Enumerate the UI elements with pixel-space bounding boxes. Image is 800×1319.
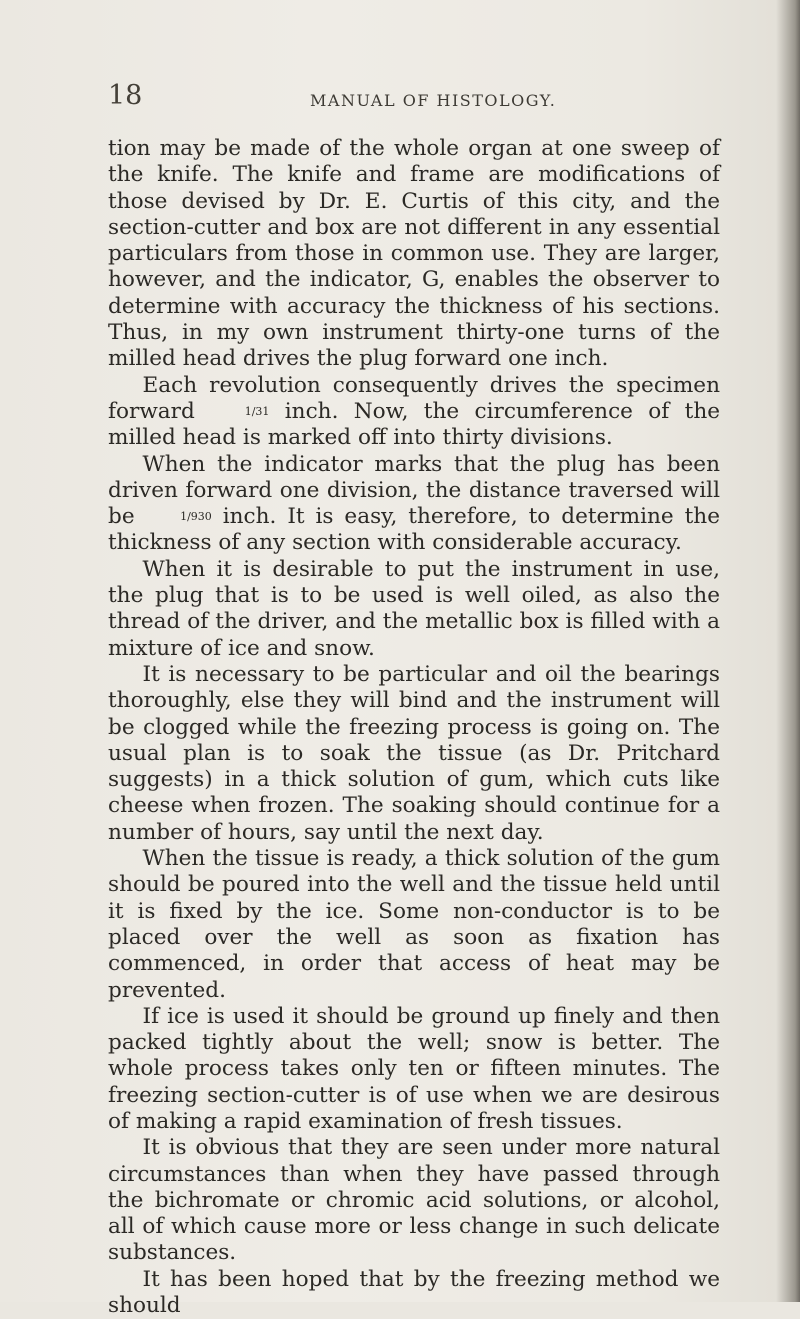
paragraph-text: inch. Now, the circumference of the milled head is marked off into thirty divisions. (108, 398, 721, 451)
paragraph: When it is desirable to put the instrument in use, the plug that is to be used is well oiled, as also the thread of the driver, and the metallic box is filled with a mixture of ice and snow. (108, 556, 720, 661)
running-head: MANUAL OF HISTOLOGY. (310, 91, 557, 110)
paragraph: tion may be made of the whole organ at one sweep of the knife. The knife and frame are modifications of those devised by Dr. E. Curtis of this city, and the section-cutter and box are not different in any essential particulars from those in common use. They are larger, however, and the indicator, G, enables the observer to determine with accuracy the thickness of his sections. Thus, in my own instrument thirty-one turns of the milled head drives the plug forward one inch. (108, 136, 720, 372)
paragraph: It is obvious that they are seen under more natural circumstances than when they have passed through the bichromate or chromic acid solutions, or alcohol, all of which cause more or less change in such delicate substances. (108, 1135, 720, 1266)
paragraph (108, 452, 720, 557)
page-number: 18 (108, 80, 143, 111)
paragraph: It is necessary to be particular and oil the bearings thoroughly, else they will bind and the instrument will be clogged while the freezing process is going on. The usual plan is to soak the tissue (as Dr. Pritchard suggests) in a thick solution of gum, which cuts like cheese when frozen. The soaking should continue for a number of hours, say until the next day. (108, 661, 720, 845)
body-text (108, 136, 720, 1319)
paragraph-text: inch. It is easy, therefore, to determine the thickness of any section with considerable accuracy. (108, 504, 720, 556)
paragraph-text: When the indicator marks that the plug has been driven forward one division, the distance traversed will be (108, 451, 720, 530)
fraction: 1/930 (180, 510, 212, 524)
paragraph: If ice is used it should be ground up finely and then packed tightly about the well; snow is better. The whole process takes only ten or fifteen minutes. The freezing section-cutter is of use when we are desirous of making a rapid examination of fresh tissues. (108, 1003, 720, 1134)
paragraph: It has been hoped that by the freezing method we should (108, 1266, 720, 1319)
paragraph (108, 373, 720, 452)
paragraph-text: Each revolution consequently drives the specimen forward (108, 372, 720, 424)
fraction: 1/31 (244, 404, 270, 418)
paragraph: When the tissue is ready, a thick solution of the gum should be poured into the well and the tissue held until it is fixed by the ice. Some non-conductor is to be placed over the well as soon as fixation has commenced, in order that access of heat may be prevented. (108, 846, 720, 1003)
page-header (108, 80, 720, 110)
